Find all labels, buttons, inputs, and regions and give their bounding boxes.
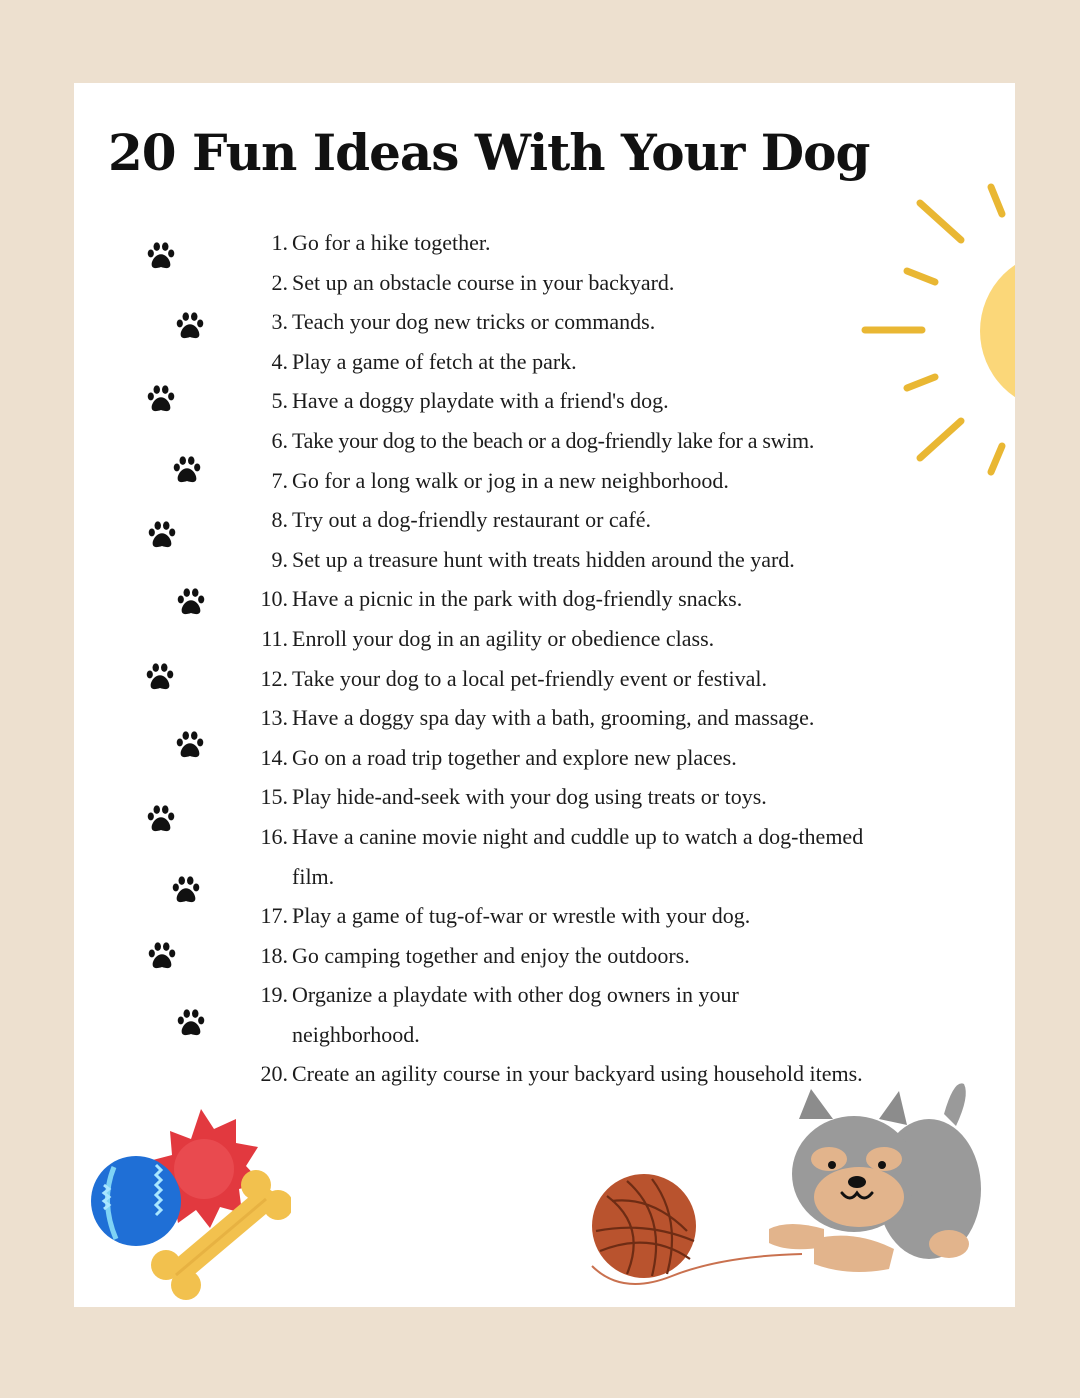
item-number: 17.: [260, 903, 288, 929]
item-text: Take your dog to a local pet-friendly event or festival.: [292, 665, 767, 691]
dog-illustration: [754, 1079, 989, 1279]
list-item: [244, 777, 904, 817]
item-text: Go for a hike together.: [292, 230, 491, 255]
item-text: Set up an obstacle course in your backyard.: [292, 269, 675, 295]
list-item: [244, 579, 904, 619]
item-text: Have a doggy spa day with a bath, grooming, and massage.: [292, 705, 815, 731]
paw-print-icon: [144, 382, 178, 416]
item-number: 18.: [260, 942, 288, 968]
item-text: Have a picnic in the park with dog-friendly snacks.: [292, 586, 743, 612]
item-number: 16.: [260, 823, 288, 849]
item-number: 14.: [260, 744, 288, 770]
item-number: 19.: [260, 982, 288, 1008]
item-number: 10.: [260, 586, 288, 612]
item-number: 7.: [271, 467, 288, 493]
ball-icon: [91, 1156, 181, 1246]
item-number: 6.: [271, 427, 288, 453]
item-text: Have a doggy playdate with a friend's dog.: [292, 388, 669, 414]
item-text: Create an agility course in your backyard using household items.: [292, 1061, 863, 1087]
ideas-list: [244, 223, 904, 1094]
list-item: [244, 936, 904, 976]
paw-print-icon: [144, 802, 178, 836]
item-number: 20.: [260, 1061, 288, 1087]
list-item: [244, 342, 904, 382]
item-number: 2.: [271, 269, 288, 295]
item-number: 3.: [271, 309, 288, 335]
paw-print-icon: [169, 873, 203, 907]
paw-print-icon: [170, 453, 204, 487]
item-number: 13.: [260, 705, 288, 731]
list-item: [244, 738, 904, 778]
item-number: 11.: [261, 625, 288, 651]
list-item: [244, 896, 904, 936]
item-number: 15.: [260, 784, 288, 810]
item-text: Take your dog to the beach or a dog-friendly lake for a swim.: [292, 427, 815, 453]
list-item: [244, 659, 904, 699]
list-item: [244, 461, 904, 501]
list-item: [244, 817, 904, 896]
list-item: [244, 500, 904, 540]
list-item: [244, 975, 904, 1054]
item-text: Teach your dog new tricks or commands.: [292, 309, 656, 335]
paw-print-icon: [174, 1006, 208, 1040]
list-item: [244, 619, 904, 659]
paw-print-icon: [145, 518, 179, 552]
item-text: Organize a playdate with other dog owners in your neighborhood.: [292, 982, 739, 1047]
printable-page: [74, 83, 1015, 1307]
list-item: [244, 381, 904, 421]
item-text: Go camping together and enjoy the outdoors.: [292, 942, 690, 968]
paw-print-icon: [144, 239, 178, 273]
item-text: Have a canine movie night and cuddle up to watch a dog-themed film.: [292, 823, 864, 889]
paw-print-icon: [173, 309, 207, 343]
paw-print-icon: [145, 939, 179, 973]
list-item: [244, 421, 904, 461]
item-text: Go on a road trip together and explore new places.: [292, 744, 737, 770]
item-text: Set up a treasure hunt with treats hidden around the yard.: [292, 546, 795, 572]
item-number: 12.: [260, 665, 288, 691]
item-number: 1.: [271, 230, 288, 255]
item-text: Play a game of tug-of-war or wrestle with your dog.: [292, 903, 751, 929]
dog-toys-illustration: [86, 1105, 291, 1300]
list-item: [244, 698, 904, 738]
page-title: 20 Fun Ideas With Your Dog: [108, 123, 870, 182]
paw-print-icon: [173, 728, 207, 762]
item-text: Enroll your dog in an agility or obedience class.: [292, 625, 715, 651]
item-number: 9.: [271, 546, 288, 572]
list-item: [244, 223, 904, 263]
paw-print-icon: [174, 585, 208, 619]
paw-print-icon: [143, 660, 177, 694]
list-item: [244, 302, 904, 342]
item-number: 8.: [271, 507, 288, 533]
list-item: [244, 263, 904, 303]
list-item: [244, 540, 904, 580]
item-text: Play a game of fetch at the park.: [292, 348, 577, 374]
item-number: 5.: [271, 388, 288, 414]
item-text: Try out a dog-friendly restaurant or café.: [292, 507, 652, 533]
item-text: Go for a long walk or jog in a new neighborhood.: [292, 467, 729, 493]
item-number: 4.: [271, 348, 288, 374]
item-text: Play hide-and-seek with your dog using treats or toys.: [292, 784, 767, 810]
